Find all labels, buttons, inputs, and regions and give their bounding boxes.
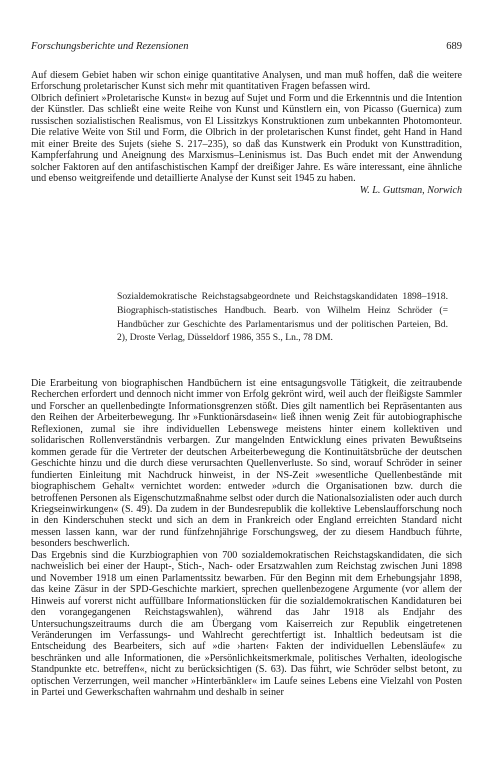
review-1-signature: W. L. Guttsman, Norwich [359,184,462,196]
review-2-bibliographic-reference [117,290,448,345]
review-2-reference-text: Sozialdemokratische Reichstagsabgeordnete und Reichstagskandidaten 1898–1918. Biographisch-statistisches Handbuch. Bearb. von Wilhelm Heinz Schröder (= Handbücher zur Geschichte des Parlamentarismus und der politischen Parteien, Bd. 2), Droste Verlag, Düsseldorf 1986, 355 S., Ln., 78 DM. [117,291,448,344]
review-2-paragraph-1: Die Erarbeitung von biographischen Handbüchern ist eine entsagungsvolle Tätigkeit, die zeitraubende Recherchen erfordert und dennoch nicht immer von Erfolg gekrönt wird, weil auch der fleißigste Sammler und Forscher an quellenbedingte Informationsgrenzen stößt. Dies gilt namentlich bei Repräsentanten aus den Reihen der Arbeiterbewegung. Ihr »Funktionärsdasein« ließ ihnen wenig Zeit für autobiographische Reflexionen, zumal sie ihre individuellen Lebenswege meistens hinter einem kollektiven und solidarischen Rollenverständnis verbargen. Zur mangelnden Entwicklung eines privaten Bewußtseins kommen gerade für die Vertreter der deutschen Arbeiterbewegung die Kontinuitätsbrüche der deutschen Geschichte hinzu und die durch diese verursachten Quellenverluste. So sind, worauf Schröder in seiner fundierten Einleitung mit Nachdruck hinweist, in der NS-Zeit »wesentliche Quellenbestände mit biographischem Gehalt« vernichtet worden: entweder »durch die Organisationen bzw. durch die betroffenen Personen als Eigenschutzmaßnahme selbst oder durch die Nationalsozialisten oder auch durch Kriegseinwirkungen« (S. 49). Da zudem in der Bundesrepublik die kollektive Lebenslaufforschung noch in den Kinderschuhen steckt und sich an dem in Frankreich oder England erreichten Standard nicht messen lassen kann, war der rund fünfzehnjährige Forschungsweg, der zu diesem Handbuch führte, besonders beschwerlich. [31,378,462,550]
review-1-paragraph-1: Auf diesem Gebiet haben wir schon einige quantitative Analysen, und man muß hoffen, daß die weitere Erforschung proletarischer Kunst sich mehr mit quantitativen Fragen befassen wird. [31,70,462,93]
running-head [31,40,462,54]
review-1-body [31,70,462,196]
running-head-title: Forschungsberichte und Rezensionen [31,41,189,52]
review-1-paragraph-2: Olbrich definiert »Proletarische Kunst« in bezug auf Sujet und Form und die Erkenntnis und die Intention der Künstler. Das schließt eine weite Reihe von Kunst und Künstlern ein, von Picasso (Guernica) zum russischen sozialistischen Realismus, von El Lissitzkys Konstruktionen zum unbekannten Photomonteur. Die relative Weite von Stil und Form, die Olbrich in der proletarischen Kunst findet, geht Hand in Hand mit einer Breite des Sujets (siehe S. 217–235), so daß das Kunstwerk ein Produkt von Kunsttradition, Kampferfahrung und Aneignung des Marxismus–Leninismus ist. Das Buch endet mit der Anwendung solcher Faktoren auf den antifaschistischen Kampf der dreißiger Jahre. Es wäre interessant, eine ähnliche und ebenso weitgreifende und detaillierte Analyse der Kunst seit 1945 zu haben. [31,92,462,185]
page-number: 689 [446,41,462,52]
review-2-body [31,378,462,699]
review-2-paragraph-2: Das Ergebnis sind die Kurzbiographien von 700 sozialdemokratischen Reichstagskandidaten, die sich nachweislich bei einer der Haupt-, Stich-, Nach- oder Ersatzwahlen zum Reichstag zwischen Juni 1898 und November 1918 um einen Parlamentssitz bewarben. Für den Beginn mit dem Erhebungsjahr 1898, das keine Zäsur in der SPD-Geschichte markiert, sprechen quellenbezogene Argumente (vor allem der Hinweis auf vorerst nicht auffüllbare Informationslücken für die sozialdemokratischen Kandidaturen bei den vorangegangenen Reichstagswahlen), während das Jahr 1918 als Endjahr des Untersuchungszeitraums durch die am Übergang vom Kaiserreich zur Republik eingetretenen Veränderungen im Verfassungs- und Wahlrecht gerechtfertigt ist. Inhaltlich bedeutsam ist die Entscheidung des Bearbeiters, sich auf »die ›harten‹ Fakten der individuellen Lebensläufe« zu beschränken und alle Informationen, die »Persönlichkeitsmerkmale, politisches Verhalten, ideologische Standpunkte etc. betreffen«, nicht zu berücksichtigen (S. 63). Das führt, wie Schröder selbst betont, zu optischen Verzerrungen, weil mancher »Hinterbänkler« im Laufe seines Lebens eine Vielzahl von Posten in Partei und Gewerkschaften wahrnahm und deshalb in seiner [31,549,462,699]
